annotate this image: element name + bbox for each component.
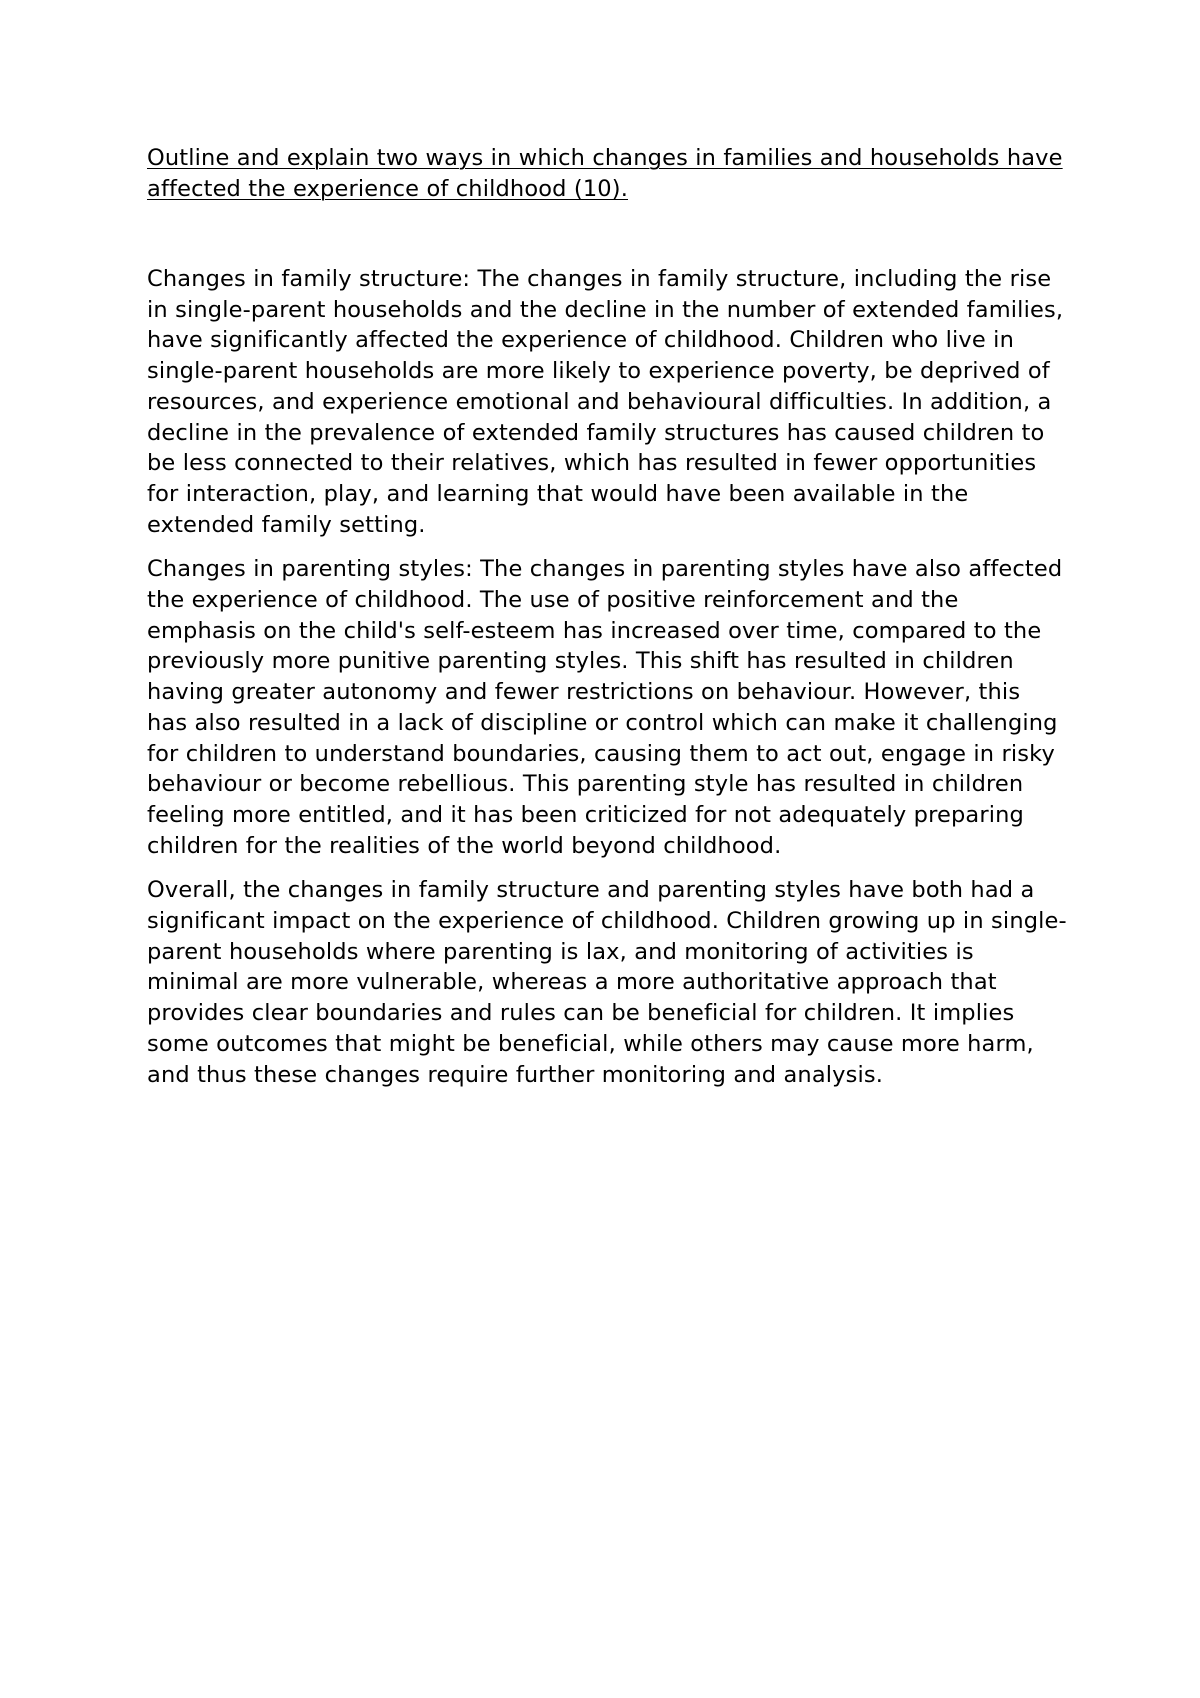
document-body: [147, 143, 1067, 1090]
paragraph-conclusion: Overall, the changes in family structure and parenting styles have both had a significant impact on the experience of childhood. Children growing up in single-parent households where parenting is lax, and monitoring of activities is minimal are more vulnerable, whereas a more authoritative approach that provides clear boundaries and rules can be beneficial for children. It implies some outcomes that might be beneficial, while others may cause more harm, and thus these changes require further monitoring and analysis.: [147, 877, 1067, 1088]
paragraph-family-structure: Changes in family structure: The changes in family structure, including the rise in single-parent households and the decline in the number of extended families, have significantly affected the experience of childhood. Children who live in single-parent households are more likely to experience poverty, be deprived of resources, and experience emotional and behavioural difficulties. In addition, a decline in the prevalence of extended family structures has caused children to be less connected to their relatives, which has resulted in fewer opportunities for interaction, play, and learning that would have been available in the extended family setting.: [147, 266, 1064, 538]
paragraph-parenting-styles: Changes in parenting styles: The changes in parenting styles have also affected the experience of childhood. The use of positive reinforcement and the emphasis on the child's self-esteem has increased over time, compared to the previously more punitive parenting styles. This shift has resulted in children having greater autonomy and fewer restrictions on behaviour. However, this has also resulted in a lack of discipline or control which can make it challenging for children to understand boundaries, causing them to act out, engage in risky behaviour or become rebellious. This parenting style has resulted in children feeling more entitled, and it has been criticized for not adequately preparing children for the realities of the world beyond childhood.: [147, 556, 1063, 859]
essay-question: Outline and explain two ways in which changes in families and households have affected the experience of childhood (10).: [147, 145, 1063, 202]
